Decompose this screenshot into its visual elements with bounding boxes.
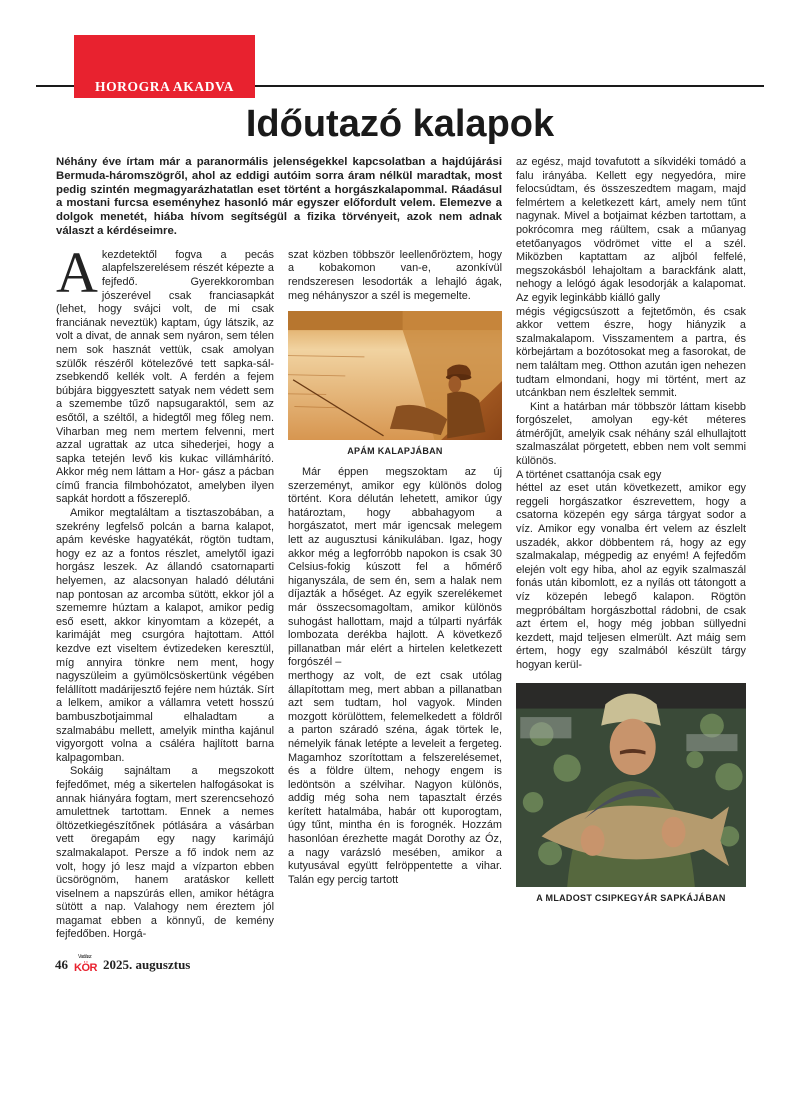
drop-cap: A bbox=[56, 239, 98, 305]
photo-father-fishing-image bbox=[288, 311, 502, 440]
paragraph: A történet csattanója csak egy bbox=[516, 468, 662, 481]
magazine-logo bbox=[74, 956, 97, 974]
page-header bbox=[0, 0, 800, 150]
paragraph: Már éppen megszoktam az új szerzeményt, amikor egy különös dolog történt. Kora délután lehetett, amikor úgy határoztam, hogy abbahagyom a horgászatot, mert már igencsak melegem lett az augusztusi kánikulában. Igaz, hogy akkor még a legforróbb napokon is csak 30 Celsius-fokig kúszott fel a hőmérő higanyszála, de sem én, sem a halak nem díjazták a hőséget. Az egyik szerelékemet már összecsomagoltam, amikor különös suhogást hallottam, majd a túlparti nyárfák lombozata derékba hajlott. A következő pillanatban már elért a hirtelen keletkezett forgószél – bbox=[288, 466, 502, 669]
column-1-continuation: gász a pácban című francia filmbohózatot, amelyben ilyen sapkát hordott a főszereplő. bbox=[56, 466, 275, 506]
magazine-logo-text: KÖR bbox=[74, 962, 97, 975]
page-footer bbox=[0, 942, 800, 992]
article-lead: Néhány éve írtam már a paranormális jelenségekkel kapcsolatban a hajdújárási Bermuda-háromszögről, ahol az eddigi autóim sorra áram nélkül maradtak, most pedig szintén megmagyarázhatatlan eset történt a horgászkalapommal. Ráadásul a mostani furcsa eseményhez hasonló már egyszer előfordult velem. Elemezve a dolgok menetét, hiába hívom segítségül a fizika törvényeit, azok nem adnak választ a kérdéseimre. bbox=[56, 156, 502, 237]
left-column-pair bbox=[56, 156, 502, 942]
column-3 bbox=[516, 156, 746, 913]
photo-author-with-carp bbox=[516, 683, 746, 887]
column-2-narrow-text: merthogy az volt, de ezt csak utólag állapítottam meg, mert abban a pillanatban azt sem tudtam, hol vagyok. Minden mozgott körülöttem, felemelkedett a földről a parton száradó széna, ágak törtek le, némelyik fának letépte a leveleit a fergeteg. Magamhoz szorítottam a felszerelésemet, és a földre ültem, nehogy engem is ledöntsön a szélvihar. Nagyon különös, addig még soha nem tapasztalt érzés kerített hatalmába, habár ott kuporogtam, úgy tűnt, mintha én is forognék. Hozzám hasonlóan érezhette magát Dorothy az Óz, a nagy varázsló mesében, amikor a kutyusával együtt felröppentette a vihar. Talán egy percig tartott bbox=[288, 669, 502, 886]
section-rubric: HOROGRA AKADVA bbox=[74, 76, 255, 98]
magazine-logo-small: Vadász bbox=[78, 954, 92, 961]
column-3-intro: az egész, majd tovafutott a síkvidéki tomádó a falu irányába. Kellett egy negyedóra, mire felocsúdtam, és összeszedtem magam, majd felmértem a keletkezett kárt, amely nem tűnt nagynak. Mivel a botjaimat kézben tartottam, a pokrócomra meg ráültem, csak a műanyag etetőanyagos vödrömet vitte el a szél. Miközben kaptattam az aljból felfelé, megszokásból lehajoltam a barackfánk alatt, nehogy a lelógó ágak lesodorják a kalapomat. Az egyik leginkább kiálló gally bbox=[516, 156, 746, 304]
photo-author-caption: A MLADOST CSIPKEGYÁR SAPKÁJÁBAN bbox=[536, 893, 726, 903]
paragraph: Sokáig sajnáltam a megszokott fejfedőmet, még a sikertelen halfogásokat is annak hiányára fogtam, mert szerencsehozó amulettnek tartottam. Ennek a nemes öltözetkiegészítőnek pótlására a vásárban vett öregapám egy nagy karimájú szalmakalapot. Persze a fő indok nem az volt, hogy jó lesz majd a vízparton ebben ücsörögnöm, hanem aratáskor kellett viselnem a napszúrás ellen, amikor hétágra sütött a nap. Valahogy nem éreztem jól magamat ebben a könnyű, de kemény fejfedőben. Horgá- bbox=[56, 765, 274, 941]
column-3-narrow-text: mégis végigcsúszott a fejtetőmön, és csak akkor vettem észre, hogy hiányzik a szalmakalapom. Visszamentem a partra, és körbejártam a bozótosokat meg a fasorokat, de nem találtam meg. Otthon azután igen nehezen tudtam elmondani, hogy mi történt, mert az utcánkban nem észleltek semmit. bbox=[516, 305, 746, 400]
issue-date: 2025. augusztus bbox=[102, 957, 191, 973]
column-1-intro bbox=[56, 239, 275, 507]
photo-father-caption: APÁM KALAPJÁBAN bbox=[347, 446, 443, 457]
paragraph: Amikor megtaláltam a tisztaszobában, a szekrény legfelső polcán a barna kalapot, apám kevéske hagyatékát, rögtön tudtam, hogy ez az a fontos részlet, amelytől igazi horgász leszek. Az állandó csatornaparti helyemen, az alacsonyan haladó délutáni nap pontosan az arcomba sütött, ekkor jól a szememre húztam a kalapot, amikor pedig eső esett, akkor kinyomtam a közepét, a karimáját meg csurgóra hajtottam. Attól kezdve ezt viseltem évtizedeken keresztül, míg annyira tönkre nem ment, hogy nagyszüleim a gyümölcsöskertünk végében felállított madárijesztő fejére nem húzták. Sírt a lelkem, amikor a vállamra vetett hosszú bambuszbotjaimmal elhaladtam a szalmabábu mellett, amelyik mintha kajánul vigyorgott volna a csáléra hajlított barna kalpagomban. bbox=[56, 507, 274, 764]
column-3-body: héttel az eset után következett, amikor egy reggeli horgászatkor észrevettem, hogy a csatorna közepén egy sárga tárgyat sodor a víz. Amikor egy vonalba ért velem az észlelt uszadék, akkor döbbentem rá, hogy az egy szalmakalap, mégpedig az enyém! A fejfedőm elején volt egy hiba, ahol az egyik szalmaszál fonás után kibomlott, ez a nyílás ott tátongott a víz közepén lebegő kalapon. Rögtön megpróbáltam horgászbottal rádobni, de csak azt értem el, hogy még jobban süllyedni kezdett, majd teljesen elmerült. Azt máig sem értem, hogy egy szalmából készült tárgy hogyan kerül- bbox=[516, 482, 746, 671]
article-body bbox=[0, 150, 800, 942]
column-1 bbox=[56, 239, 275, 942]
page-number: 46 bbox=[55, 957, 68, 973]
column-2-intro: szat közben többször leellenőröztem, hogy a kobakomon van-e, azonkívül rendszeresen lesodorták a lehajló ágak, meg néhányszor a szél is megemelte. bbox=[288, 248, 502, 302]
photo-father-fishing bbox=[288, 311, 502, 440]
left-columns bbox=[56, 239, 502, 942]
article-title: Időutazó kalapok bbox=[245, 103, 555, 145]
photo-author-with-carp-image bbox=[516, 683, 746, 887]
column-2 bbox=[288, 249, 502, 888]
column-1-intro-text: kezdetektől fogva a pecás alapfelszerelésem részét képezte a fejfedő. Gyerekkoromban jószerével csak franciasapkát (lehet, hogy svájci volt, de mi bbox=[56, 248, 274, 316]
column-1-narrow-text: csak franciának neveztük) kaptam, úgy látszik, az volt a divat, de annak sem nyáron, sem télen nem sok hasznát vettük, csak amolyan szülők részéről kötelezővé tett sapka-sál-zsebkendő kellék volt. A ferdén a fejem búbjára biggyesztett satyak nem védett sem a szemembe tűző napsugaraktól, sem az esőtől, a széltől, a hidegtől meg főleg nem. Viharban meg nem mertem felvenni, mert azzal ugrattak az utca sihederjei, hogy a sapka tetején levő kis kukac villámhárító. Akkor még nem láttam a Hor- bbox=[56, 303, 275, 479]
paragraph: Kint a határban már többször láttam kisebb forgószelet, amolyan egy-két méteres átmérőjűt, amelyik csak néhány szál elhullajtott szalmaszálat pörgetett, ebben nem volt semmi különös. bbox=[516, 400, 746, 468]
